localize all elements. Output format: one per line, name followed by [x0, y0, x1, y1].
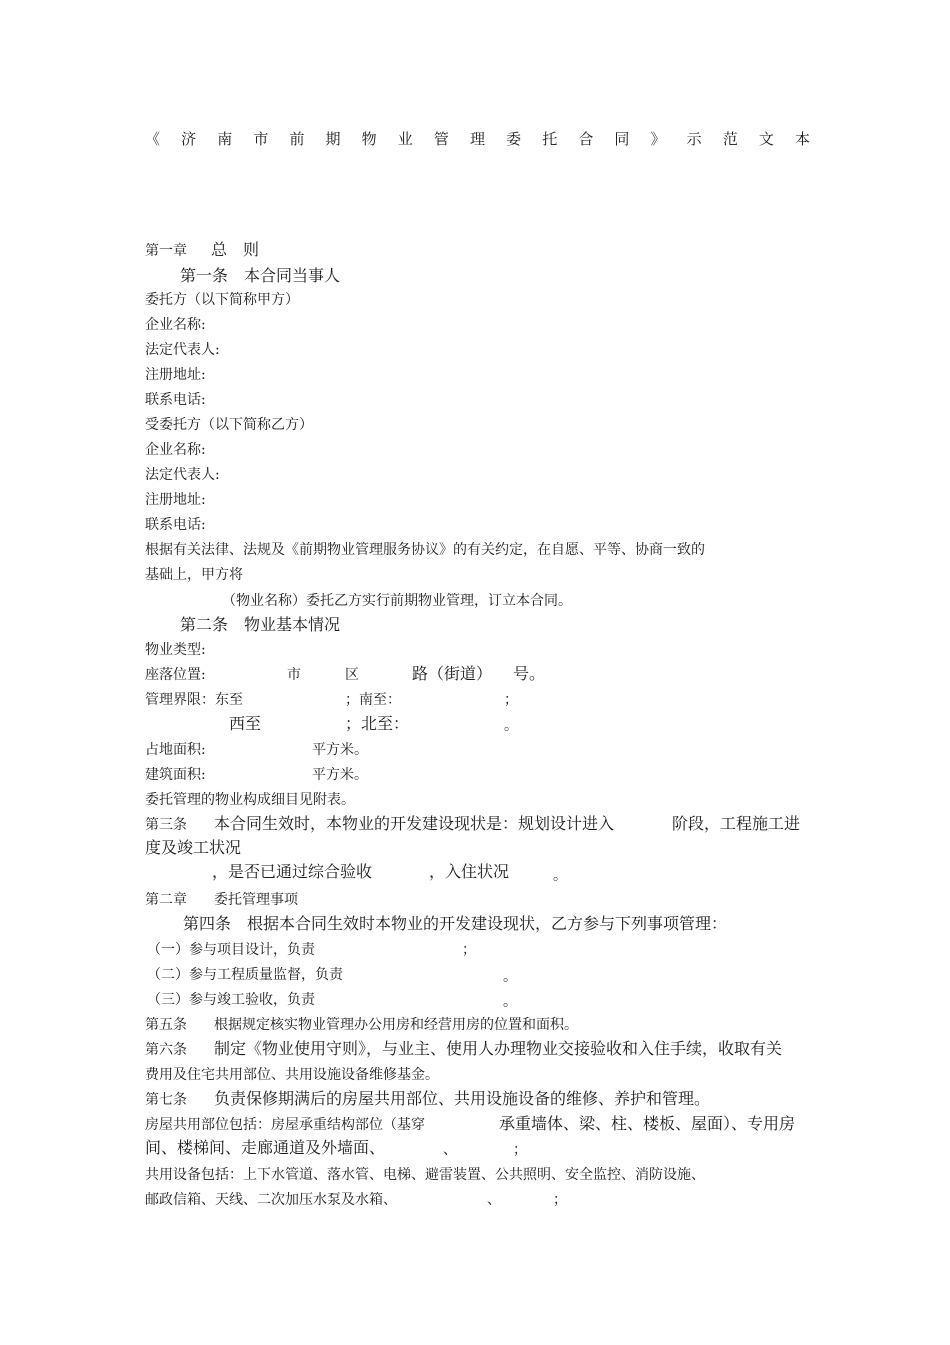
boundary-north: ；北至：	[345, 714, 410, 733]
article-5-text: 根据规定核实物业管理办公用房和经营用房的位置和面积。	[214, 1017, 578, 1033]
location-label: 座落位置:	[145, 667, 206, 683]
article-4-item-3: （三）参与竣工验收，负责	[147, 992, 315, 1008]
title-char-14: 》	[650, 130, 666, 148]
article-3-occupancy: ，入住状况	[429, 862, 510, 881]
party-b-phone: 联系电话:	[145, 517, 206, 533]
title-char-8: 管	[433, 130, 449, 148]
build-area-label: 建筑面积:	[145, 767, 206, 783]
shared-parts-end: ；	[513, 1142, 527, 1158]
title-char-4: 前	[289, 130, 305, 148]
shared-parts-line-2: 间、楼梯间、走廊通道及外墙面、	[145, 1138, 386, 1157]
article-3-text: 本合同生效时，本物业的开发建设现状是：规划设计进入	[214, 814, 615, 833]
boundary-west: 西至	[229, 714, 262, 733]
equipment-line-1: 共用设备包括：上下水管道、落水管、电梯、避雷装置、公共照明、安全监控、消防设施、	[145, 1167, 705, 1183]
title-char-10: 委	[506, 130, 522, 148]
title-char-12: 合	[578, 130, 594, 148]
property-type: 物业类型:	[145, 642, 206, 658]
boundary-end: 。	[504, 718, 518, 734]
land-area-label: 占地面积:	[145, 742, 206, 758]
party-a-address: 注册地址:	[145, 367, 206, 383]
article-4-item-1-end: ；	[462, 942, 476, 958]
title-char-18: 本	[794, 130, 810, 148]
equipment-comma: 、	[487, 1192, 501, 1208]
title-char-9: 理	[469, 130, 485, 148]
title-char-7: 业	[397, 130, 413, 148]
equipment-line-2: 邮政信箱、天线、二次加压水泵及水箱、	[145, 1192, 397, 1208]
party-a-label: 委托方（以下简称甲方）	[145, 292, 299, 308]
title-char-13: 同	[614, 130, 630, 148]
basis-line-1: 根据有关法律、法规及《前期物业管理服务协议》的有关约定，在自愿、平等、协商一致的	[145, 542, 705, 558]
article-6-number: 第六条	[145, 1042, 187, 1058]
shared-parts-a: 房屋共用部位包括：房屋承重结构部位（基穿	[145, 1117, 425, 1133]
boundary-south: ；南至：	[345, 692, 401, 708]
title-char-2: 南	[217, 130, 233, 148]
article-3-line-2: 度及竣工状况	[145, 838, 242, 857]
party-b-legal-rep: 法定代表人:	[145, 467, 220, 483]
title-char-11: 托	[542, 130, 558, 148]
article-4-item-3-end: 。	[503, 994, 517, 1010]
chapter-2-heading: 第二章	[145, 892, 187, 908]
article-4-heading: 第四条 根据本合同生效时本物业的开发建设现状，乙方参与下列事项管理：	[183, 914, 728, 933]
article-3-end: 。	[553, 868, 567, 884]
chapter-2-name: 委托管理事项	[214, 892, 298, 908]
document-title	[145, 128, 810, 150]
article-4-item-2: （二）参与工程质量监督，负责	[147, 967, 343, 983]
basis-line-2: 基础上，甲方将	[145, 567, 243, 583]
article-3-stage: 阶段，工程施工进	[672, 814, 801, 833]
article-4-item-1: （一）参与项目设计，负责	[147, 942, 315, 958]
location-road: 路（街道）	[412, 664, 493, 683]
basis-line-3: （物业名称）委托乙方实行前期物业管理，订立本合同。	[222, 593, 572, 609]
article-3-inspection: ，是否已通过综合验收	[212, 862, 373, 881]
article-7-text: 负责保修期满后的房屋共用部位、共用设施设备的维修、养护和管理。	[214, 1089, 711, 1108]
party-b-address: 注册地址:	[145, 492, 206, 508]
title-char-16: 范	[722, 130, 738, 148]
title-char-3: 市	[253, 130, 269, 148]
title-char-17: 文	[758, 130, 774, 148]
title-char-15: 示	[686, 130, 702, 148]
title-char-1: 济	[181, 130, 197, 148]
land-area-unit: 平方米。	[312, 742, 368, 758]
party-a-company-name: 企业名称:	[145, 317, 206, 333]
article-3-number: 第三条	[145, 817, 187, 833]
boundary-semicolon: ；	[504, 692, 518, 708]
location-number: 号。	[513, 664, 546, 683]
title-char-5: 期	[325, 130, 341, 148]
title-char-0: 《	[145, 130, 161, 148]
location-district: 区	[345, 667, 359, 683]
article-6-line-2: 费用及住宅共用部位、共用设施设备维修基金。	[145, 1067, 439, 1083]
equipment-end: ；	[553, 1192, 567, 1208]
boundary-label: 管理界限：东至	[145, 692, 243, 708]
chapter-1-heading: 第一章	[145, 243, 187, 259]
article-7-number: 第七条	[145, 1092, 187, 1108]
article-1-heading: 第一条 本合同当事人	[180, 266, 341, 285]
article-4-item-2-end: 。	[503, 969, 517, 985]
party-a-legal-rep: 法定代表人:	[145, 342, 220, 358]
article-5-number: 第五条	[145, 1017, 187, 1033]
location-city: 市	[287, 667, 301, 683]
party-a-phone: 联系电话:	[145, 392, 206, 408]
shared-parts-comma: 、	[443, 1142, 457, 1158]
party-b-company-name: 企业名称:	[145, 442, 206, 458]
title-char-6: 物	[361, 130, 377, 148]
chapter-1-name: 总 则	[211, 240, 260, 259]
party-b-label: 受委托方（以下简称乙方）	[145, 417, 313, 433]
schedule-note: 委托管理的物业构成细目见附表。	[145, 792, 355, 808]
shared-parts-b: 承重墙体、梁、柱、楼板、屋面）、专用房	[499, 1114, 796, 1133]
article-2-heading: 第二条 物业基本情况	[180, 615, 341, 634]
build-area-unit: 平方米。	[312, 767, 368, 783]
article-6-text: 制定《物业使用守则》，与业主、使用人办理物业交接验收和入住手续，收取有关	[214, 1039, 783, 1058]
